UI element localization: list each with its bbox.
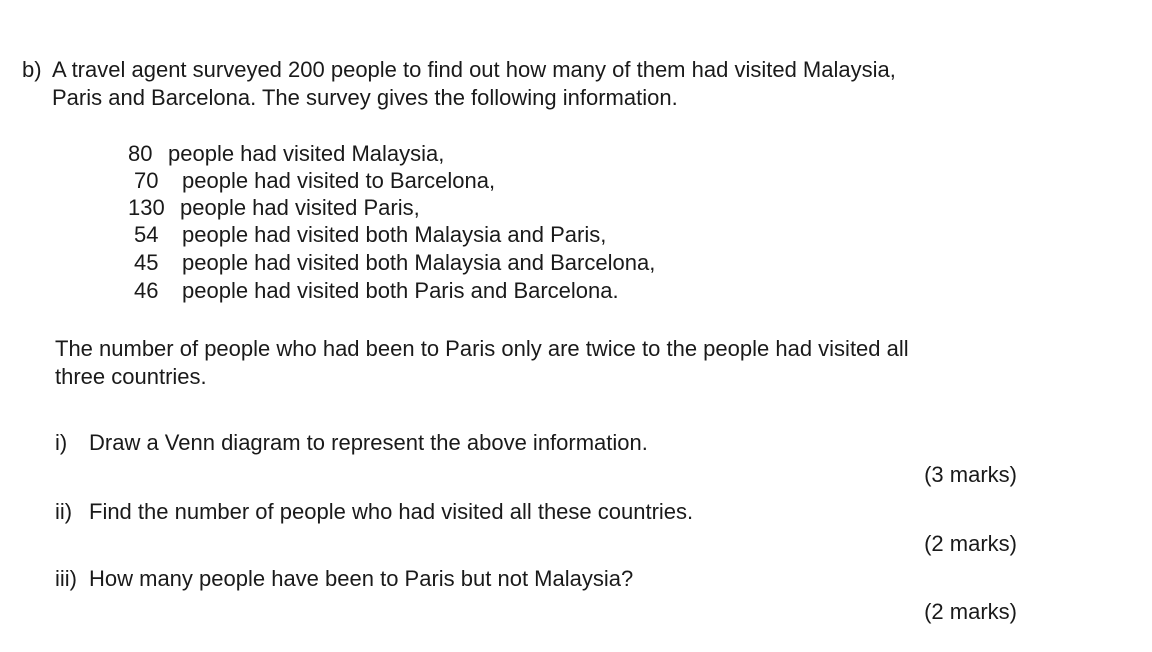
survey-fact xyxy=(134,221,606,248)
subquestion-number: i) xyxy=(55,430,68,455)
subquestion-text: Draw a Venn diagram to represent the above information. xyxy=(89,430,648,455)
survey-fact xyxy=(128,194,420,221)
fact-text: people had visited Paris, xyxy=(180,195,420,220)
fact-text: people had visited both Malaysia and Paris, xyxy=(182,222,607,247)
fact-count: 54 xyxy=(134,222,159,247)
survey-fact xyxy=(134,277,619,304)
fact-text: people had visited to Barcelona, xyxy=(182,168,496,193)
condition-line-2: three countries. xyxy=(55,364,207,389)
fact-text: people had visited both Paris and Barcelona. xyxy=(182,278,619,303)
fact-count: 70 xyxy=(134,168,159,193)
fact-count: 46 xyxy=(134,278,159,303)
fact-count: 130 xyxy=(128,195,165,220)
marks-label: (2 marks) xyxy=(924,599,1017,624)
fact-text: people had visited both Malaysia and Barcelona, xyxy=(182,250,656,275)
condition-line-1: The number of people who had been to Paris only are twice to the people had visited all xyxy=(55,336,909,361)
survey-fact xyxy=(134,249,655,276)
fact-text: people had visited Malaysia, xyxy=(168,141,445,166)
question-intro-line-2: Paris and Barcelona. The survey gives the following information. xyxy=(52,85,678,110)
fact-count: 80 xyxy=(128,141,153,166)
subquestion-number: iii) xyxy=(55,566,77,591)
marks-label: (3 marks) xyxy=(924,462,1017,487)
marks-label: (2 marks) xyxy=(924,531,1017,556)
fact-count: 45 xyxy=(134,250,159,275)
survey-fact xyxy=(134,167,495,194)
survey-fact xyxy=(128,140,444,167)
subquestion-number: ii) xyxy=(55,499,73,524)
subquestion-iii xyxy=(55,565,633,593)
subquestion-text: Find the number of people who had visited all these countries. xyxy=(89,499,694,524)
question-intro-line-1: A travel agent surveyed 200 people to find out how many of them had visited Malaysia, xyxy=(52,57,896,82)
subquestion-text: How many people have been to Paris but not Malaysia? xyxy=(89,566,634,591)
question-label: b) xyxy=(22,57,42,82)
subquestion-i xyxy=(55,429,648,457)
subquestion-ii xyxy=(55,498,693,526)
